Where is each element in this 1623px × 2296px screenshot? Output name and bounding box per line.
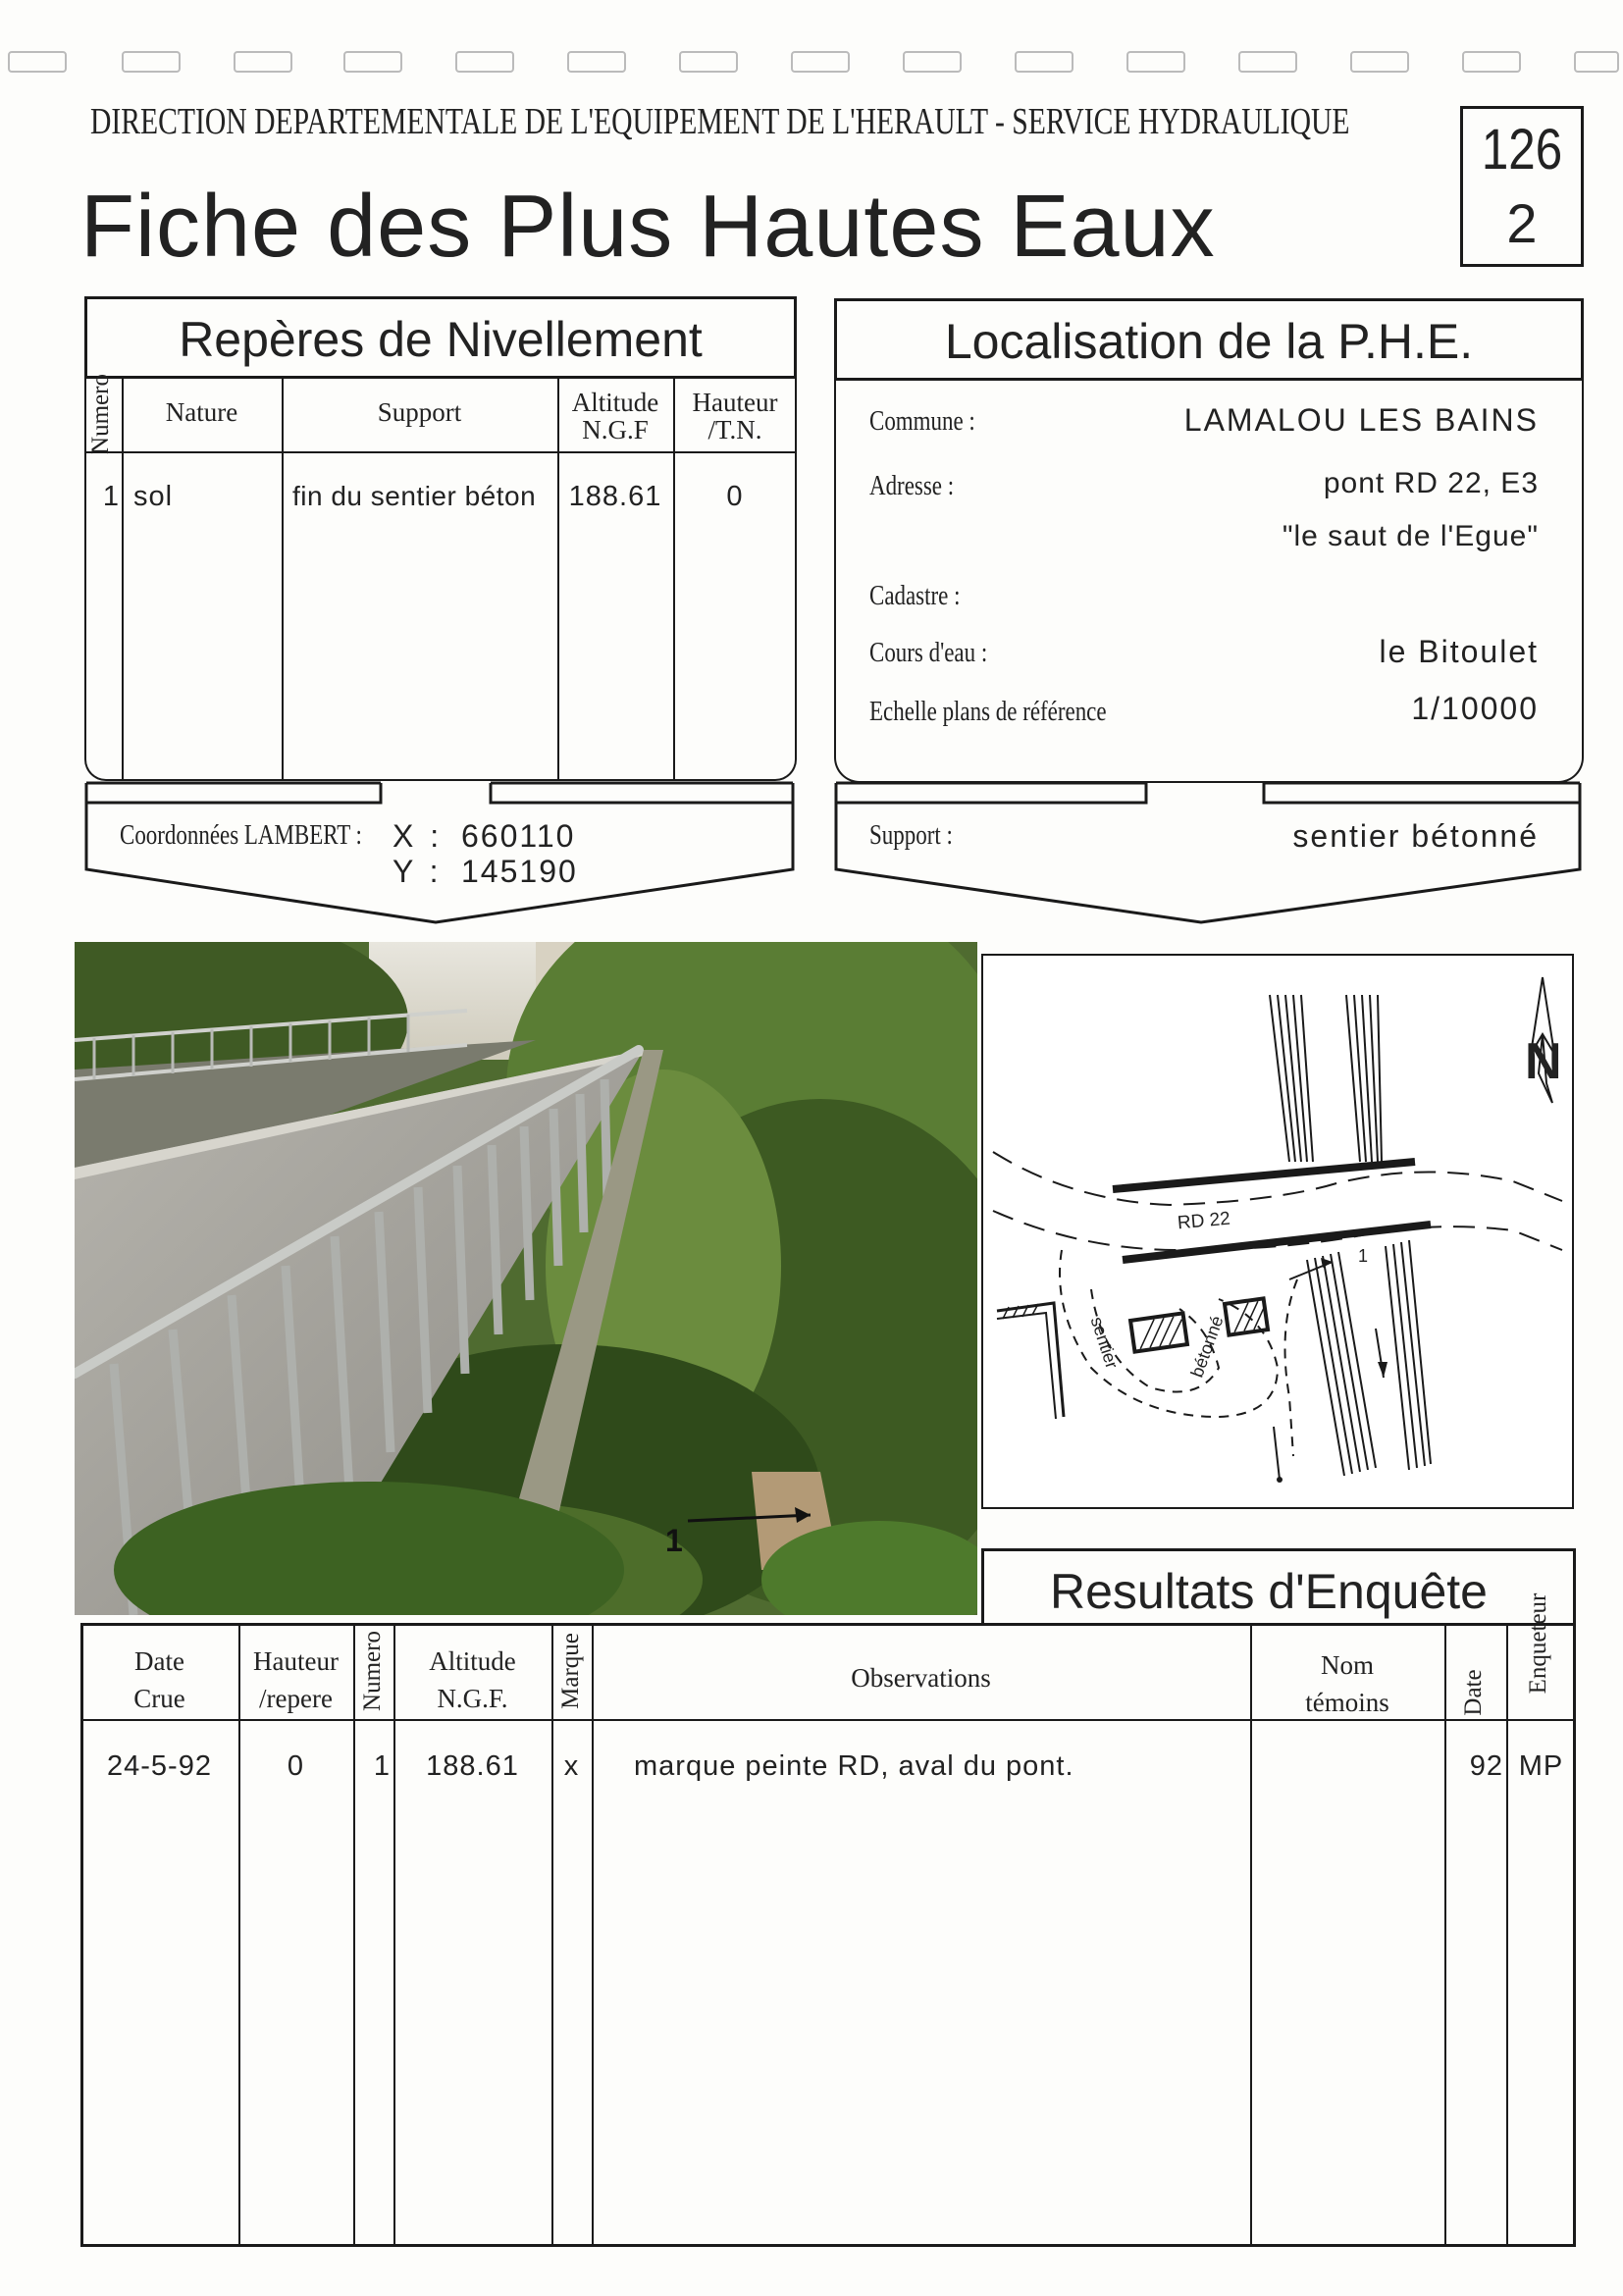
site-plan — [981, 954, 1574, 1509]
col-header-date-crue — [80, 1643, 238, 1717]
enquete-title-box — [981, 1548, 1576, 1623]
reperes-title-box — [84, 296, 797, 379]
lambert-x-value: 660110 — [461, 818, 576, 854]
col-header-hauteur-line1: Hauteur — [692, 388, 778, 417]
enquete-enqueteur: MP — [1518, 1750, 1564, 1782]
col-header-date: Date — [1460, 1669, 1487, 1716]
col-header-altitude — [557, 387, 673, 445]
repere-altitude: 188.61 — [568, 481, 662, 512]
col-header-marque: Marque — [557, 1633, 584, 1709]
fiche-sub-number: 2 — [1506, 192, 1538, 254]
punch-hole — [1238, 51, 1297, 73]
punch-hole — [343, 51, 402, 73]
commune-label: Commune : — [869, 406, 975, 437]
support-label: Support : — [869, 820, 953, 851]
col-divider — [1506, 1623, 1508, 2247]
punch-hole — [1462, 51, 1521, 73]
plan-road-label: RD 22 — [1177, 1208, 1231, 1234]
punch-hole — [455, 51, 514, 73]
punch-hole — [791, 51, 850, 73]
col-header-altitude-line2: N.G.F — [582, 415, 649, 444]
col-header-support: Support — [377, 397, 462, 427]
punch-hole — [122, 51, 181, 73]
plan-drawing — [983, 956, 1572, 1507]
col-header-nature: Nature — [165, 397, 238, 427]
punch-hole — [234, 51, 292, 73]
punch-hole — [567, 51, 626, 73]
plan-marker: 1 — [1358, 1246, 1369, 1266]
col-header-observations: Observations — [851, 1663, 991, 1693]
localisation-title: Localisation de la P.H.E. — [944, 314, 1474, 369]
punch-hole — [8, 51, 67, 73]
col-header-numero: Numero — [87, 374, 114, 454]
col-header-altitude-ngf — [393, 1643, 551, 1717]
punch-hole — [1574, 51, 1619, 73]
col-divider — [551, 1623, 553, 2247]
col-header-hauteur-line2: /T.N. — [707, 415, 762, 444]
col-header-nom-line1: Nom — [1321, 1650, 1374, 1680]
localisation-title-box — [834, 298, 1584, 381]
support-value: sentier bétonné — [1292, 818, 1539, 854]
photo-marker: 1 — [665, 1523, 683, 1558]
col-header-date-crue-line1: Date — [134, 1646, 184, 1676]
punch-hole — [903, 51, 962, 73]
repere-hauteur: 0 — [726, 481, 744, 512]
col-divider — [122, 377, 124, 781]
repere-numero: 1 — [102, 481, 120, 512]
lambert-y-value: 145190 — [461, 854, 578, 889]
fiche-number-box — [1460, 106, 1584, 267]
page-title: Fiche des Plus Hautes Eaux — [80, 178, 1216, 276]
department-header: DIRECTION DEPARTEMENTALE DE L'EQUIPEMENT DE L'HERAULT - SERVICE HYDRAULIQUE — [90, 101, 1350, 142]
col-divider — [592, 1623, 594, 2247]
punch-hole — [1015, 51, 1073, 73]
site-photo — [75, 942, 977, 1615]
col-header-altitude-line2: N.G.F. — [437, 1684, 508, 1713]
reperes-title: Repères de Nivellement — [179, 312, 703, 367]
col-header-enqueteur: Enqueteur — [1525, 1592, 1551, 1695]
cours-eau-value: le Bitoulet — [1379, 634, 1539, 669]
punch-hole — [679, 51, 738, 73]
col-header-nom-temoins — [1250, 1646, 1444, 1721]
col-header-hauteur-line1: Hauteur — [253, 1646, 339, 1676]
col-header-hauteur-line2: /repere — [259, 1684, 333, 1713]
fiche-number: 126 — [1481, 118, 1563, 182]
col-header-hauteur-repere — [238, 1643, 353, 1717]
col-header-nom-line2: témoins — [1305, 1688, 1389, 1717]
plan-path-label-1: sentier — [1086, 1314, 1123, 1372]
enquete-marque: x — [563, 1750, 580, 1782]
plan-path-label-2: bétonné — [1186, 1313, 1228, 1381]
col-header-hauteur — [673, 387, 797, 445]
adresse-line1: pont RD 22, E3 — [1323, 467, 1539, 499]
punch-hole — [1126, 51, 1185, 73]
north-icon: N — [1525, 1033, 1562, 1090]
lambert-x-label: X : — [393, 818, 444, 854]
col-divider — [282, 377, 284, 781]
enquete-observations: marque peinte RD, aval du pont. — [634, 1750, 1074, 1782]
echelle-label: Echelle plans de référence — [869, 697, 1107, 727]
lambert-label: Coordonnées LAMBERT : — [120, 820, 362, 851]
echelle-value: 1/10000 — [1411, 691, 1539, 726]
repere-nature: sol — [133, 481, 174, 512]
reperes-header-divider — [84, 451, 797, 453]
enquete-altitude: 188.61 — [426, 1750, 519, 1782]
col-divider — [353, 1623, 355, 2247]
repere-support: fin du sentier béton — [292, 481, 537, 511]
col-header-date-crue-line2: Crue — [133, 1684, 185, 1713]
adresse-line2: "le saut de l'Egue" — [1282, 520, 1539, 552]
lambert-y-label: Y : — [393, 854, 443, 889]
col-header-altitude-line1: Altitude — [429, 1646, 516, 1676]
cadastre-label: Cadastre : — [869, 581, 961, 611]
commune-value: LAMALOU LES BAINS — [1183, 402, 1539, 438]
col-header-numero: Numero — [359, 1631, 386, 1711]
cours-eau-label: Cours d'eau : — [869, 638, 988, 668]
enquete-title: Resultats d'Enquête — [1050, 1564, 1488, 1619]
adresse-label: Adresse : — [869, 471, 955, 501]
punch-hole — [1350, 51, 1409, 73]
col-divider — [1444, 1623, 1446, 2247]
enquete-date-crue: 24-5-92 — [107, 1750, 212, 1782]
enquete-hauteur: 0 — [287, 1750, 305, 1782]
enquete-date: 92 — [1469, 1750, 1503, 1782]
enquete-numero: 1 — [373, 1750, 391, 1782]
bridge-photo-illustration — [75, 942, 977, 1615]
col-header-altitude-line1: Altitude — [571, 388, 659, 417]
